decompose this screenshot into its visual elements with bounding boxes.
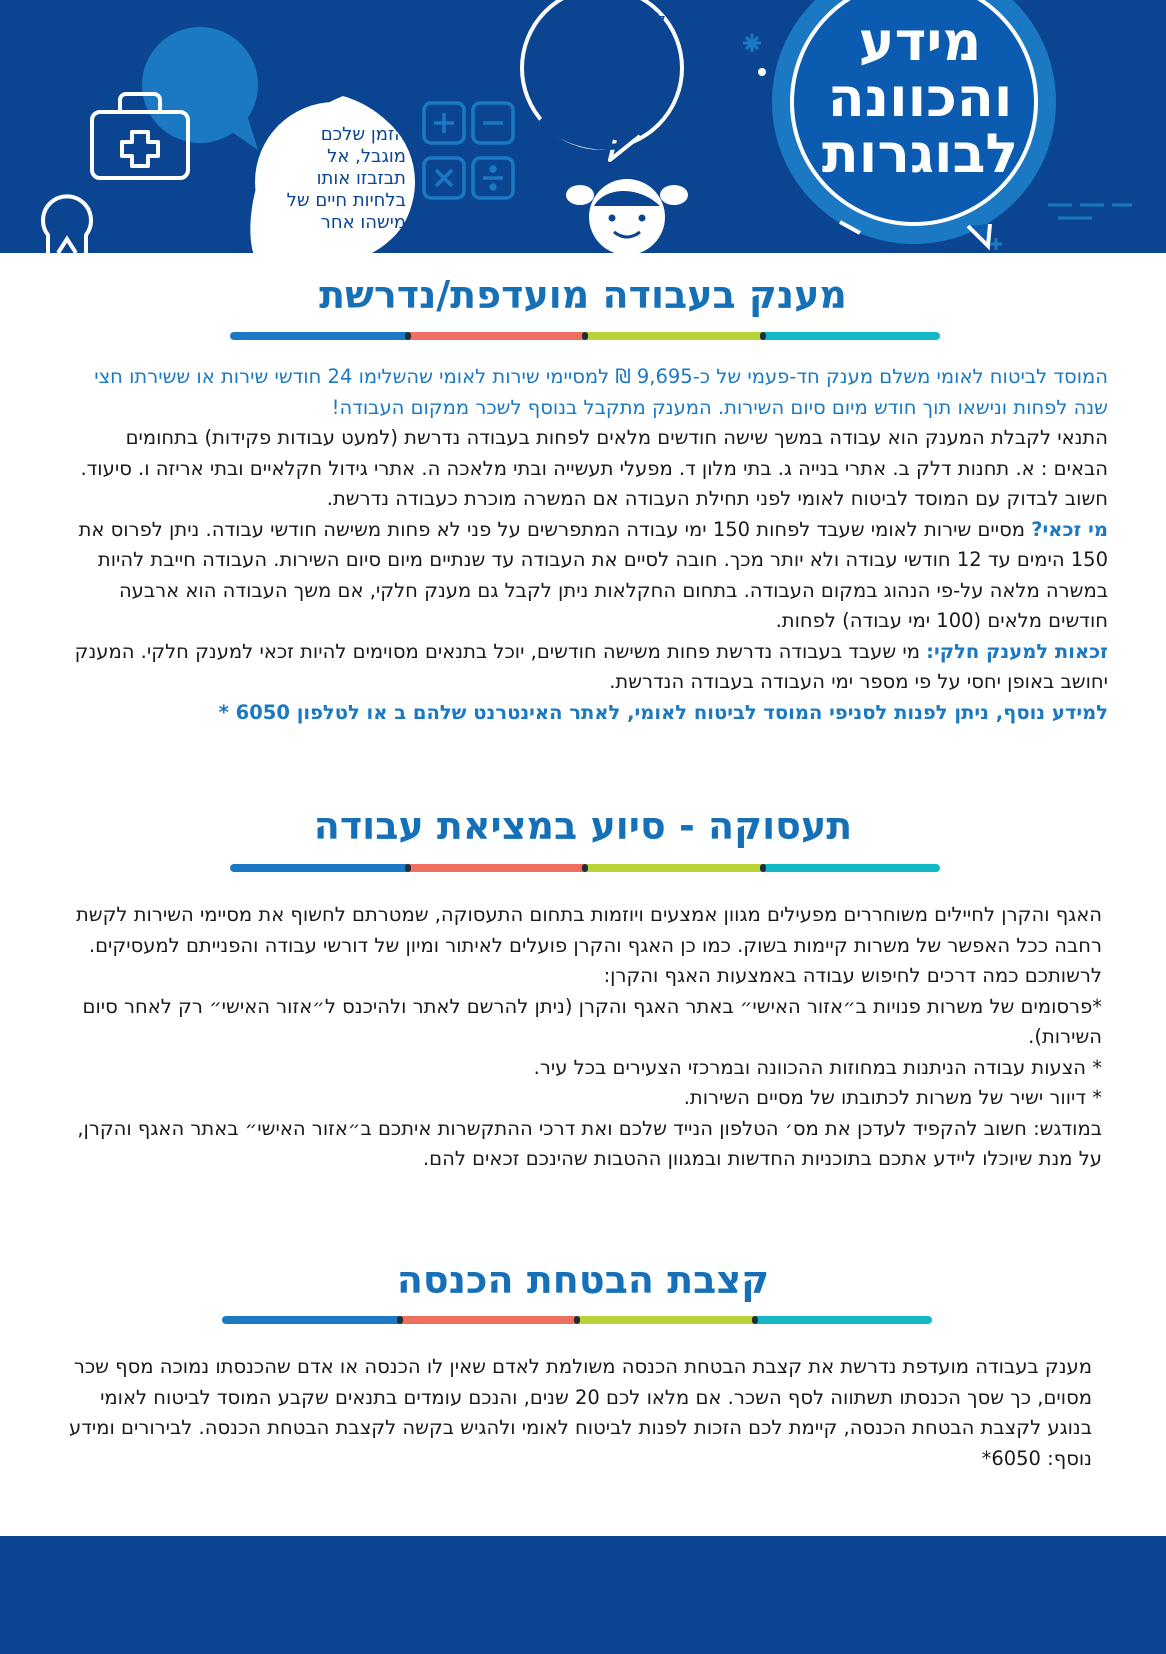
bubble-left-text: [262, 124, 406, 234]
partial-label: זכאות למענק חלקי:: [926, 639, 1108, 663]
bubble-top-text: [540, 10, 666, 98]
section1-partial: [66, 637, 1108, 698]
title-line-3: לבוגרות: [821, 122, 1019, 185]
section1-title: מענק בעבודה מועדפת/נדרשת: [319, 273, 847, 317]
dash-lines: [990, 205, 1132, 250]
bubble-left-line: בלחיות חיים של: [286, 190, 406, 211]
section3-divider: [222, 1316, 932, 1324]
section2-title: תעסוקה - סיוע במציאת עבודה: [313, 804, 853, 848]
section2-note: במודגש: חשוב להקפיד לעדכן את מס׳ הטלפון הנייד שלכם ואת דרכי ההתקשרות איתכם ב״אזור האישי״ באתר האגף והקרן, על מנת שיוכלו ליידע אתכם בתוכניות החדשות ובמגוון ההטבות שהינכם זכאים להם.: [77, 1116, 1102, 1170]
bubble-left-line: מוגבל, אל: [327, 146, 406, 167]
section1-eligible: [66, 515, 1108, 637]
bubble-left-line: מישהו אחר: [320, 212, 406, 233]
header-banner: [0, 0, 1166, 253]
section2-body: [62, 900, 1102, 1175]
section1-body: [66, 362, 1108, 728]
section2-lead: לרשותכם כמה דרכים לחיפוש עבודה באמצעות האגף והקרן:: [603, 964, 1102, 987]
section1-intro: המוסד לביטוח לאומי משלם מענק חד-פעמי של כ-9,695 ₪ למסיימי שירות לאומי שהשלימו 24 חודשי שירות או ששירתו חצי שנה לפחות וניש​או תוך חודש מיום סיום השירות. המענק מתקבל בנוסף לשכר ממקום העבודה!: [94, 365, 1108, 419]
eligible-text: מסיים שירות לאומי שעבד לפחות 150 ימי עבודה המתפרשים על פני לא פחות משישה חודשי עבודה. ניתן לפרוס את 150 הימים עד 12 חודשי עבודה ולא יותר מכך. חובה לסיים את העבודה עד שנתיים מיום סיום השירות. העבודה חייבת להיות במשרה מלאה על-פי הנהוג במקום העבודה. בתחום החקלאות ניתן לקבל גם מענק חלקי, אם משך העבודה הוא ארבעה חודשים מלאים (100 ימי עבודה) לפחות.: [78, 517, 1108, 632]
bubble-top-line: לעולם לא: [589, 10, 666, 31]
title-line-2: והכוונה: [827, 66, 1013, 129]
calculator-icon: [424, 103, 513, 198]
section1-divider: [230, 332, 940, 340]
section2-intro: האגף והקרן לחיילים משוחררים מפעילים מגוון אמצעים ויוזמות בתחום התעסוקה, שמטרתם לחשוף את מסיימי השירות לקשת רחבה ככל האפשר של משרות קיימות בשוק. כמו כן האגף והקרן פועלים לאיתור ומיון של דורשי עבודה והפנייתם למעסיקים.: [75, 903, 1102, 957]
section3-body: [52, 1352, 1092, 1474]
section1-more-info: למידע נוסף, ניתן לפנות לסניפי המוסד לביטוח לאומי, לאתר האינטרנט שלהם ב או לטלפון 6050 *: [218, 700, 1108, 724]
list-item: *פרסומים של משרות פנויות ב״אזור האישי״ באתר האגף והקרן (ניתן להרשם לאתר ולהיכנס ל״אזור האישי״ רק לאחר סיום השירות).: [82, 994, 1102, 1048]
eligible-label: מי זכאי?: [1031, 517, 1108, 541]
section3-text: מענק בעבודה מועדפת נדרשת את קצבת הבטחת הכנסה משולמת לאדם שאין לו הכנסה או אדם שהכנסתו נמוכה מסף שכר מסוים, כך שסך הכנסתו תשתווה לסף השכר. אם מלאו לכם 20 שנים, והנכם עומדים בתנאים שקבע המוסד לביטוח לאומי בנוגע לקצבת הבטחת הכנסה, קיימת לכם הזכות לפנות לביטוח לאומי ולהגיש בקשה לקצבת הבטחת הכנסה. לבירורים ומידע נוסף: 6050*: [69, 1355, 1092, 1470]
footer-bar: [0, 1536, 1166, 1654]
banner-title: [820, 10, 1020, 185]
speech-bubble-icon: [142, 27, 258, 150]
section1-check: חשוב לבדוק עם המוסד לביטוח לאומי לפני תחילת העבודה אם המשרה מוכרת כעבודה נדרשת.: [326, 487, 1108, 510]
bubble-left-line: הזמן שלכם: [320, 124, 406, 145]
title-line-1: מידע: [858, 10, 982, 73]
section3-title: קצבת הבטחת הכנסה: [396, 1258, 770, 1302]
partial-text: מי שעבד בעבודה נדרשת פחות משישה חודשים, יוכל בתנאים מסוימים להיות זכאי למענק חלקי. המענק יחושב באופן יחסי על פי מספר ימי העבודה בעבודה הנדרשת.: [74, 639, 1108, 693]
lightbulb-icon: [43, 196, 91, 253]
sparkle-icon: [743, 34, 761, 52]
bubble-top-line: תמצא קשת: [576, 32, 666, 53]
section2-divider: [230, 864, 940, 872]
section1-condition: התנאי לקבלת המענק הוא עבודה במשך שישה חודשים מלאים לפחות בעבודה נדרשת (למעט עבודות פקידות) בתחומים הבאים : א. תחנות דלק ב. אתרי בנייה ג. בתי מלון ד. מפעלי תעשייה ובתי מלאכה ה. אתרי גידול חקלאיים ובתי אריזה ו. סיעוד.: [80, 426, 1108, 480]
girl-face-icon: [566, 179, 688, 253]
bubble-top-line: מטה: [630, 76, 666, 97]
list-item: * דיוור ישיר של משרות לכתובתו של מסיים השירות.: [683, 1086, 1102, 1109]
bubble-left-line: תבזבזו אותו: [316, 168, 406, 189]
list-item: * הצעות עבודה הניתנות במחוזות ההכוונה ובמרכזי הצעירים בכל עיר.: [533, 1055, 1102, 1079]
bubble-top-line: בענן, אם תביט: [553, 54, 666, 75]
